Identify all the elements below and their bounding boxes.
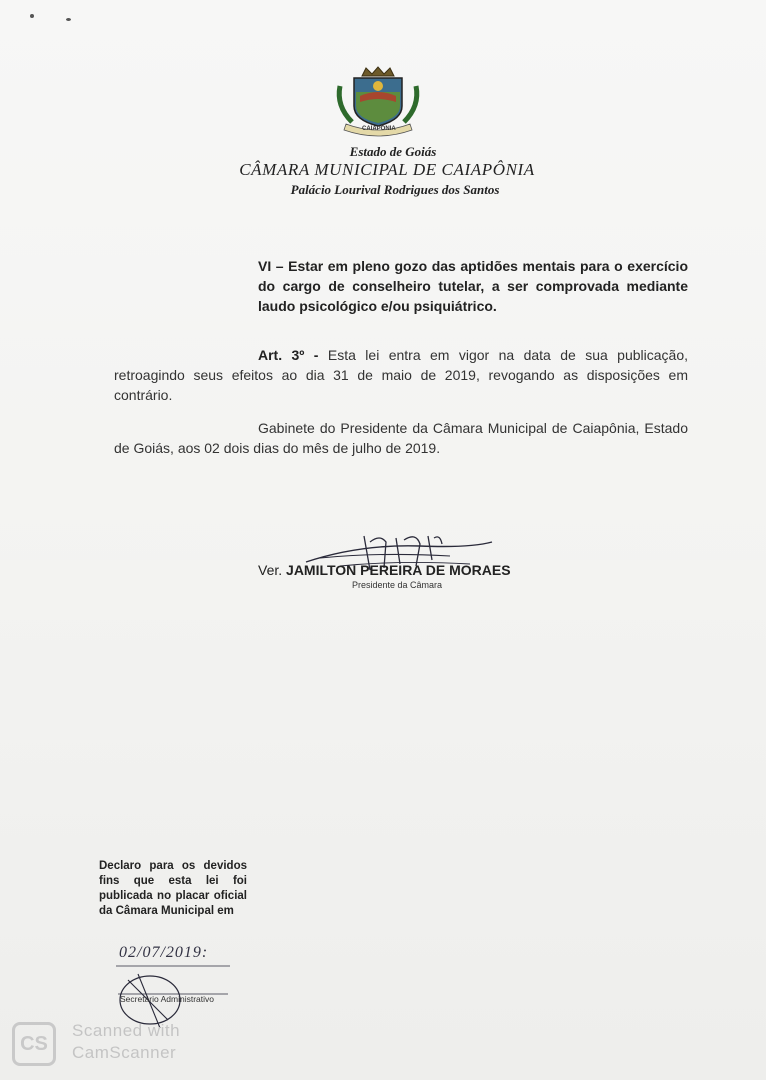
signer-role: Presidente da Câmara [352,580,443,590]
signer-prefix: Ver. [258,562,287,578]
watermark-text [72,1020,180,1064]
header-state: Estado de Goiás [349,144,437,159]
camscanner-watermark [12,1020,232,1070]
signer-name: JAMILTON PEREIRA DE MORAES [286,562,511,578]
crest-banner-text: CAIAPÔNIA [362,126,396,132]
scan-speck [30,14,34,18]
publication-note: Declaro para os devidos fins que esta lei foi publicada no placar oficial da Câmara Municipal em [99,860,247,917]
item-vi-paragraph: VI – Estar em pleno gozo das aptidões mentais para o exercício do cargo de conselheiro tutelar, a ser comprovada mediante laudo psicológico e/ou psiquiátrico. [258,258,688,314]
scan-speck [66,18,71,21]
signer-name-line [258,562,511,578]
header-chamber-name: CÂMARA MUNICIPAL DE CAIAPÔNIA [239,160,535,179]
article-3-label: Art. 3º - [258,347,319,363]
publication-date-handwritten: 02/07/2019: [119,944,209,961]
article-3-paragraph [114,345,688,405]
article-3-text: Esta lei entra em vigor na data de sua publicação, retroagindo seus efeitos ao dia 31 de maio de 2019, revogando as disposições em contrário. [114,347,689,403]
camscanner-logo-icon: CS [12,1022,56,1066]
gabinete-paragraph: Gabinete do Presidente da Câmara Municipal de Caiapônia, Estado de Goiás, aos 02 dois dias do mês de julho de 2019. [114,420,688,456]
header-palace-name: Palácio Lourival Rodrigues dos Santos [290,182,500,197]
watermark-line-1: Scanned with [72,1021,181,1040]
watermark-line-2: CamScanner [72,1043,177,1062]
secretary-role: Secretário Administrativo [120,994,215,1004]
secretary-signature-icon [108,950,238,1030]
